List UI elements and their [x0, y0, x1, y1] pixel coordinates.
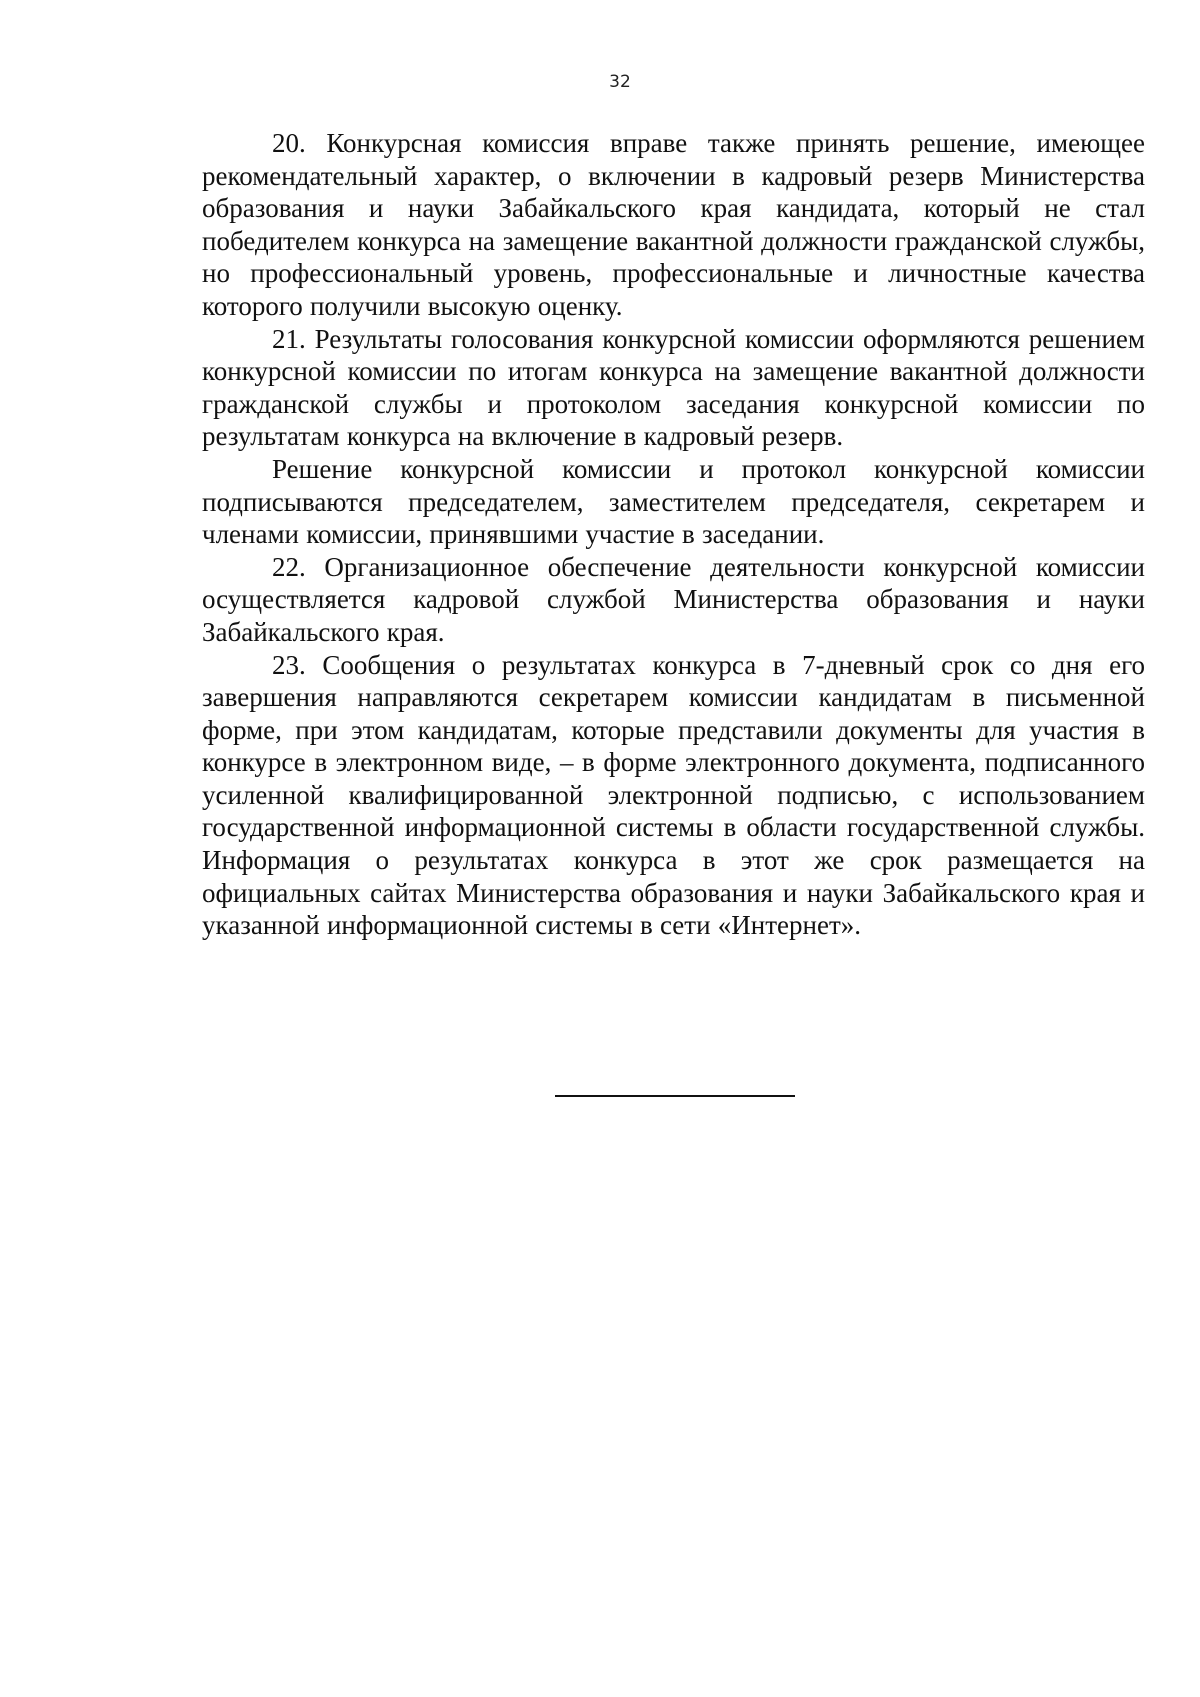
paragraph-20: 20. Конкурсная комиссия вправе также принять решение, имеющее рекомендательный характер, о включении в кадровый резерв Министерства образования и науки Забайкальского края кандидата, который не стал победителем конкурса на замещение вакантной должности гражданской службы, но профессиональный уровень, профессиональные и личностные качества которого получили высокую оценку. [202, 128, 1145, 321]
closing-divider-line [555, 1095, 795, 1097]
paragraph-21: 21. Результаты голосования конкурсной комиссии оформляются решением конкурсной комиссии по итогам конкурса на замещение вакантной должности гражданской службы и протоколом заседания конкурсной комиссии по результатам конкурса на включение в кадровый резерв. [202, 323, 1145, 452]
document-body [202, 127, 1145, 942]
paragraph-21-signing: Решение конкурсной комиссии и протокол конкурсной комиссии подписываются председателем, заместителем председателя, секретарем и членами комиссии, принявшими участие в заседании. [202, 453, 1145, 550]
paragraph-23: 23. Сообщения о результатах конкурса в 7-дневный срок со дня его завершения направляются секретарем комиссии кандидатам в письменной форме, при этом кандидатам, которые представили документы для участия в конкурсе в электронном виде, – в форме электронного документа, подписанного усиленной квалифицированной электронной подписью, с использованием государственной информационной системы в области государственной службы. Информация о результатах конкурса в этот же срок размещается на официальных сайтах Министерства образования и науки Забайкальского края и указанной информационной системы в сети «Интернет». [202, 649, 1145, 941]
page-number: 32 [609, 72, 631, 92]
paragraph-22: 22. Организационное обеспечение деятельности конкурсной комиссии осуществляется кадровой службой Министерства образования и науки Забайкальского края. [202, 551, 1145, 647]
